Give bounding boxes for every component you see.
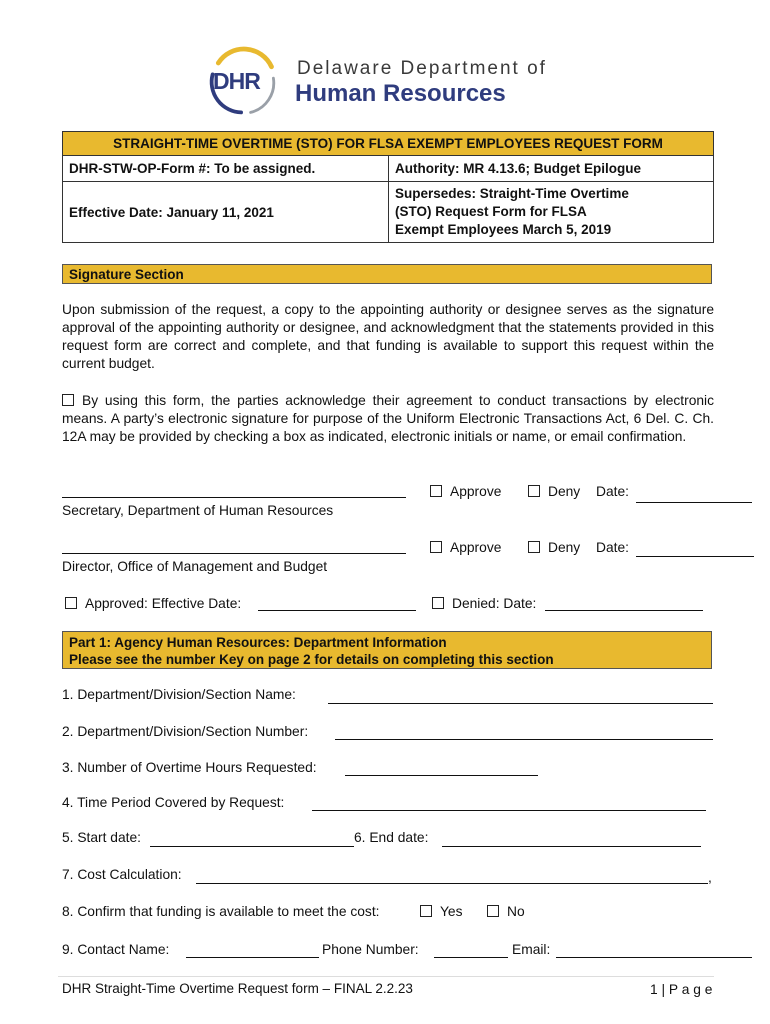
part1-heading-line-1: Part 1: Agency Human Resources: Department Information: [69, 635, 447, 650]
secretary-approve-checkbox[interactable]: [430, 485, 442, 497]
form-header-table: [62, 131, 714, 243]
q6-label: 6. End date:: [354, 830, 429, 845]
director-deny: [528, 540, 580, 555]
no-label: No: [507, 904, 525, 919]
director-date-label: Date:: [596, 540, 629, 555]
director-approve: [430, 540, 501, 555]
yes-label: Yes: [440, 904, 463, 919]
q7-label: 7. Cost Calculation:: [62, 867, 182, 882]
footer-form-name: DHR Straight-Time Overtime Request form – FINAL 2.2.23: [62, 981, 413, 996]
q7-trailing-comma: ,: [708, 870, 712, 885]
logo-line-2: Human Resources: [295, 80, 506, 107]
denied-date-label: Denied: Date:: [452, 596, 537, 611]
approved-effective-label: Approved: Effective Date:: [85, 596, 242, 611]
supersedes-line: Supersedes: Straight-Time Overtime: [395, 186, 629, 201]
secretary-date-label: Date:: [596, 484, 629, 499]
effective-date: Effective Date: January 11, 2021: [63, 182, 389, 243]
funding-no-checkbox[interactable]: [487, 905, 499, 917]
part1-heading-line-2: Please see the number Key on page 2 for details on completing this section: [69, 652, 554, 667]
secretary-deny: [528, 484, 580, 499]
signature-paragraph-2: [62, 392, 714, 446]
signature-paragraph-1: Upon submission of the request, a copy to the appointing authority or designee serves as the signature approval of the appointing authority or designee, and acknowledgment that the statements provided in this request form are correct and complete, and that funding is available to support this request within the current budget.: [62, 302, 714, 371]
director-date-field[interactable]: [636, 556, 754, 557]
denied-date-field[interactable]: [545, 610, 703, 611]
q4-label: 4. Time Period Covered by Request:: [62, 795, 285, 810]
director-signature-line[interactable]: [62, 553, 406, 554]
q3-label: 3. Number of Overtime Hours Requested:: [62, 760, 317, 775]
secretary-title: Secretary, Department of Human Resources: [62, 503, 334, 518]
email-label: Email:: [512, 942, 551, 957]
logo-mark-text: DHR: [213, 68, 260, 94]
overtime-hours-field[interactable]: [345, 775, 538, 776]
supersedes-line: (STO) Request Form for FLSA: [395, 204, 587, 219]
denied-checkbox[interactable]: [432, 597, 444, 609]
department-name-field[interactable]: [328, 703, 713, 704]
phone-label: Phone Number:: [322, 942, 419, 957]
signature-section-heading: Signature Section: [62, 264, 712, 284]
dhr-logo: [205, 44, 550, 114]
secretary-deny-checkbox[interactable]: [528, 485, 540, 497]
secretary-approve: [430, 484, 501, 499]
part1-heading: [62, 631, 712, 669]
phone-number-field[interactable]: [434, 957, 508, 958]
contact-name-field[interactable]: [186, 957, 319, 958]
secretary-date-field[interactable]: [636, 502, 752, 503]
supersedes: [389, 182, 714, 243]
deny-label: Deny: [548, 484, 581, 499]
start-date-field[interactable]: [150, 846, 354, 847]
supersedes-line: Exempt Employees March 5, 2019: [395, 222, 612, 237]
funding-yes-checkbox[interactable]: [420, 905, 432, 917]
time-period-field[interactable]: [312, 810, 706, 811]
logo-line-1: Delaware Department of: [297, 58, 547, 79]
electronic-consent-checkbox[interactable]: [62, 394, 74, 406]
q2-label: 2. Department/Division/Section Number:: [62, 724, 309, 739]
deny-label: Deny: [548, 540, 581, 555]
approved-effective-date-field[interactable]: [258, 610, 416, 611]
q1-label: 1. Department/Division/Section Name:: [62, 687, 296, 702]
form-title: STRAIGHT-TIME OVERTIME (STO) FOR FLSA EXEMPT EMPLOYEES REQUEST FORM: [63, 132, 714, 156]
approve-label: Approve: [450, 540, 502, 555]
approved-effective: [65, 596, 241, 611]
authority: Authority: MR 4.13.6; Budget Epilogue: [389, 156, 714, 182]
funding-no: [487, 904, 525, 919]
denied-date: [432, 596, 536, 611]
q9-label: 9. Contact Name:: [62, 942, 170, 957]
secretary-signature-line[interactable]: [62, 497, 406, 498]
footer-page-number: 1 | P a g e: [650, 982, 713, 997]
director-title: Director, Office of Management and Budget: [62, 559, 328, 574]
q8-label: 8. Confirm that funding is available to meet the cost:: [62, 904, 380, 919]
funding-yes: [420, 904, 463, 919]
form-number: DHR-STW-OP-Form #: To be assigned.: [63, 156, 389, 182]
q5-label: 5. Start date:: [62, 830, 141, 845]
director-deny-checkbox[interactable]: [528, 541, 540, 553]
email-field[interactable]: [556, 957, 752, 958]
director-approve-checkbox[interactable]: [430, 541, 442, 553]
department-number-field[interactable]: [335, 739, 713, 740]
approve-label: Approve: [450, 484, 502, 499]
end-date-field[interactable]: [442, 846, 701, 847]
footer-divider: [58, 976, 714, 977]
approved-checkbox[interactable]: [65, 597, 77, 609]
cost-calculation-field[interactable]: [196, 883, 708, 884]
signature-paragraph-2-text: By using this form, the parties acknowledge their agreement to conduct transactions by electronic means. A party’s electronic signature for purpose of the Uniform Electronic Transactions Act, 6 Del. C. Ch. 12A may be provided by checking a box as indicated, electronic initials or name, or email confirmation.: [62, 393, 714, 444]
